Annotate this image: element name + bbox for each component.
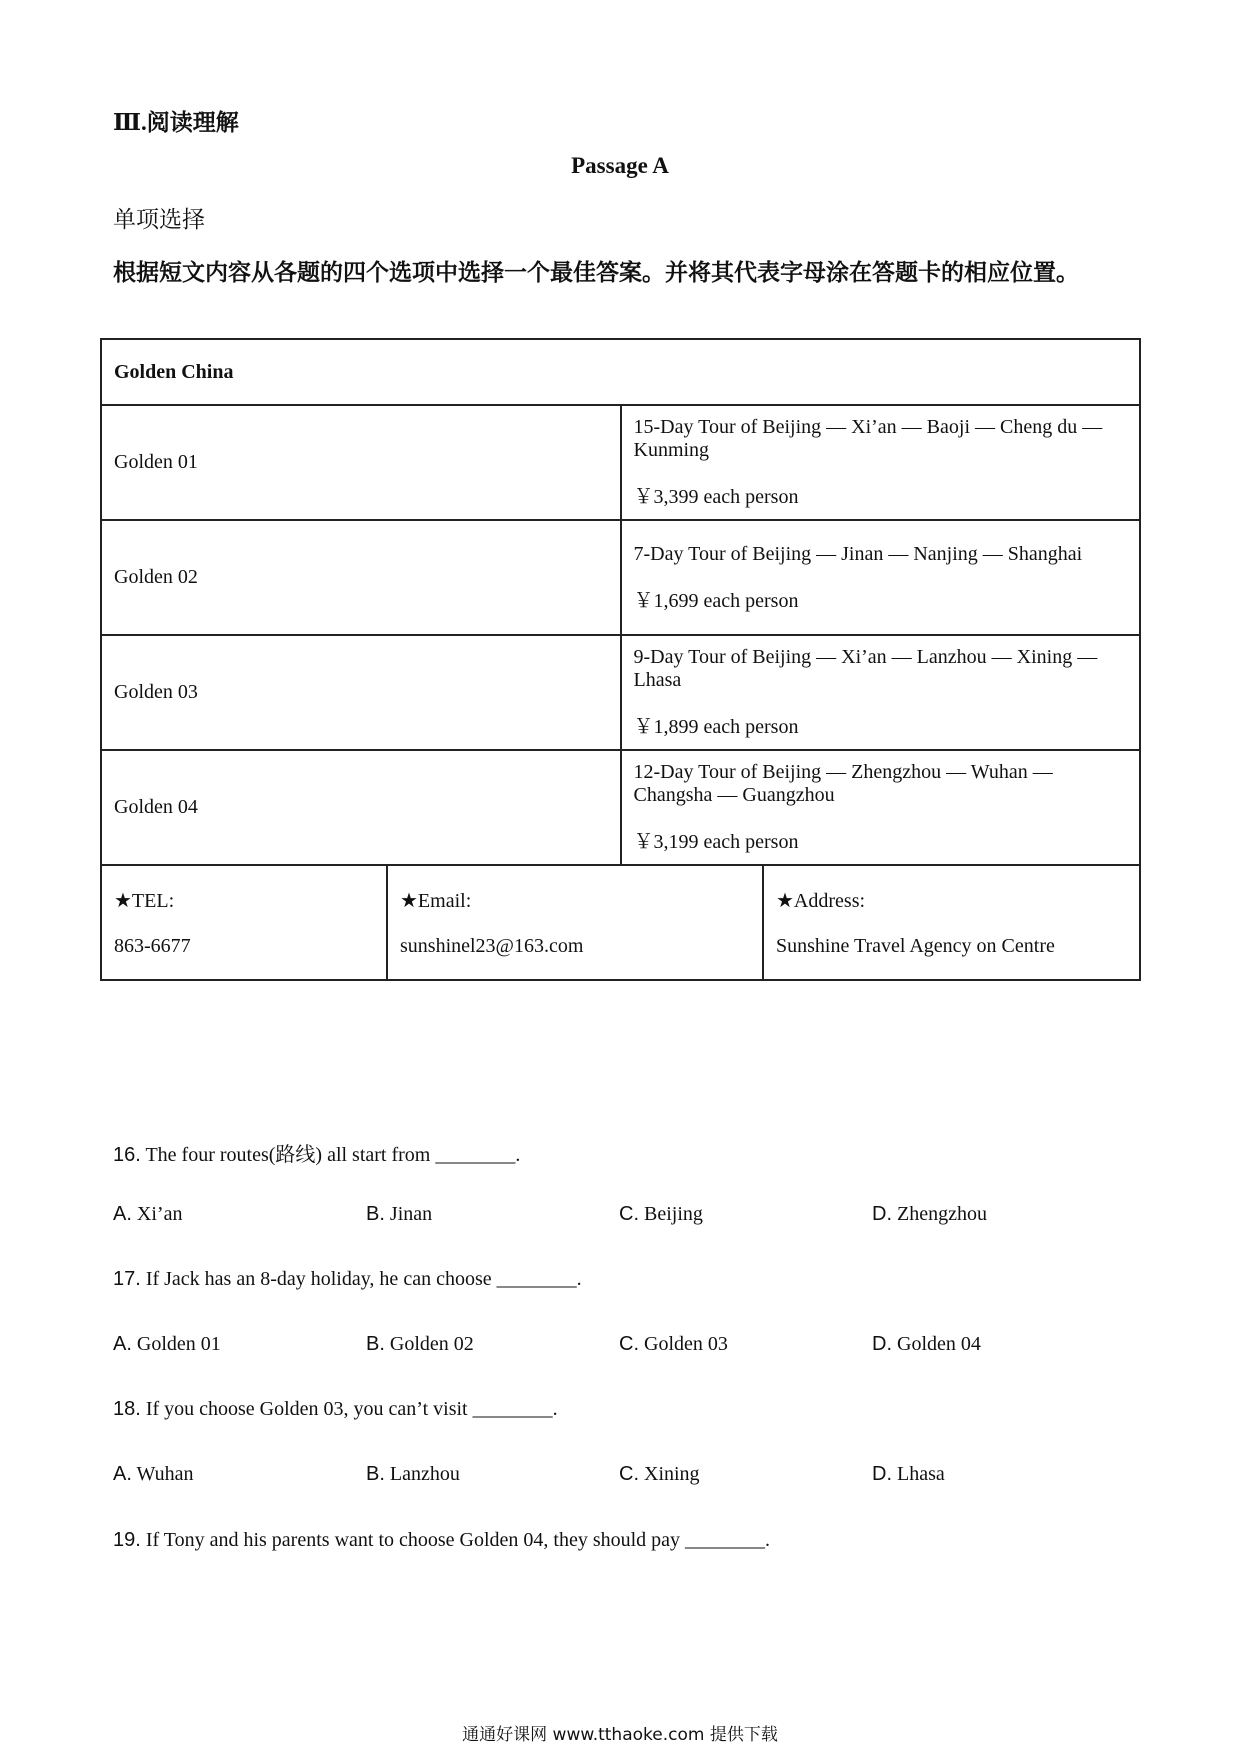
option-d[interactable]: D. Lhasa	[872, 1463, 945, 1485]
question-text: If Tony and his parents want to choose Golden 04, they should pay ________.	[145, 1529, 771, 1551]
contact-row	[101, 865, 1140, 980]
contact-tel	[102, 866, 387, 979]
table-row	[101, 405, 1140, 520]
route-details	[621, 405, 1141, 520]
route-code: Golden 03	[101, 635, 621, 750]
route-text: 12-Day Tour of Beijing — Zhengzhou — Wuhan — Changsha — Guangzhou	[633, 761, 1053, 806]
table-row	[101, 750, 1140, 865]
tel-value: 863-6677	[114, 934, 191, 957]
option-a[interactable]: A. Wuhan	[113, 1463, 194, 1485]
route-text: 9-Day Tour of Beijing — Xi’an — Lanzhou — Xining — Lhasa	[633, 646, 1098, 691]
route-price: ￥1,899 each person	[633, 716, 799, 738]
contact-email	[387, 866, 763, 979]
route-code: Golden 04	[101, 750, 621, 865]
tel-label: ★TEL:	[114, 889, 175, 912]
table-header: Golden China	[101, 339, 1140, 405]
footer-watermark: 通通好课网 www.tthaoke.com 提供下载	[462, 1725, 778, 1745]
question-16	[113, 1138, 520, 1167]
question-number: 17.	[113, 1268, 141, 1290]
options-18	[113, 1463, 1133, 1486]
option-d[interactable]: D. Zhengzhou	[872, 1203, 987, 1225]
option-d[interactable]: D. Golden 04	[872, 1333, 981, 1355]
email-value: sunshinel23@163.com	[400, 934, 584, 957]
question-text: The four routes(路线) all start from ________.	[145, 1144, 521, 1166]
question-17	[113, 1268, 582, 1291]
question-number: 16.	[113, 1144, 141, 1166]
question-19	[113, 1529, 770, 1552]
instruction-text: 根据短文内容从各题的四个选项中选择一个最佳答案。并将其代表字母涂在答题卡的相应位置。	[113, 260, 1079, 285]
contact-container	[101, 865, 1140, 980]
question-type-title: 单项选择	[113, 207, 205, 232]
tour-table	[100, 338, 1141, 981]
route-details	[621, 635, 1141, 750]
option-b[interactable]: B. Jinan	[366, 1203, 433, 1225]
question-number: 18.	[113, 1398, 141, 1420]
option-a[interactable]: A. Xi’an	[113, 1203, 183, 1225]
contact-grid	[102, 866, 1139, 979]
route-text: 15-Day Tour of Beijing — Xi’an — Baoji — Cheng du — Kunming	[633, 416, 1103, 461]
option-b[interactable]: B. Golden 02	[366, 1333, 474, 1355]
section-title: Ⅲ.阅读理解	[113, 110, 239, 135]
table-row	[101, 635, 1140, 750]
route-details	[621, 520, 1141, 635]
question-18	[113, 1398, 558, 1421]
option-b[interactable]: B. Lanzhou	[366, 1463, 460, 1485]
route-price: ￥3,199 each person	[633, 831, 799, 853]
options-16	[113, 1203, 1133, 1226]
options-17	[113, 1333, 1133, 1356]
option-c[interactable]: C. Xining	[619, 1463, 700, 1485]
email-label: ★Email:	[400, 889, 472, 912]
option-a[interactable]: A. Golden 01	[113, 1333, 221, 1355]
route-price: ￥1,699 each person	[633, 589, 799, 612]
route-price: ￥3,399 each person	[633, 486, 799, 508]
address-value: Sunshine Travel Agency on Centre	[776, 934, 1055, 957]
option-c[interactable]: C. Golden 03	[619, 1333, 728, 1355]
route-code: Golden 01	[101, 405, 621, 520]
passage-title: Passage A	[571, 153, 669, 178]
option-c[interactable]: C. Beijing	[619, 1203, 703, 1225]
question-text: If you choose Golden 03, you can’t visit ________.	[145, 1398, 558, 1420]
contact-address	[763, 866, 1139, 979]
question-text: If Jack has an 8-day holiday, he can choose ________.	[145, 1268, 582, 1290]
route-text: 7-Day Tour of Beijing — Jinan — Nanjing — Shanghai	[633, 542, 1083, 565]
table-row	[101, 520, 1140, 635]
address-label: ★Address:	[776, 889, 866, 912]
route-code: Golden 02	[101, 520, 621, 635]
question-number: 19.	[113, 1529, 141, 1551]
route-details	[621, 750, 1141, 865]
